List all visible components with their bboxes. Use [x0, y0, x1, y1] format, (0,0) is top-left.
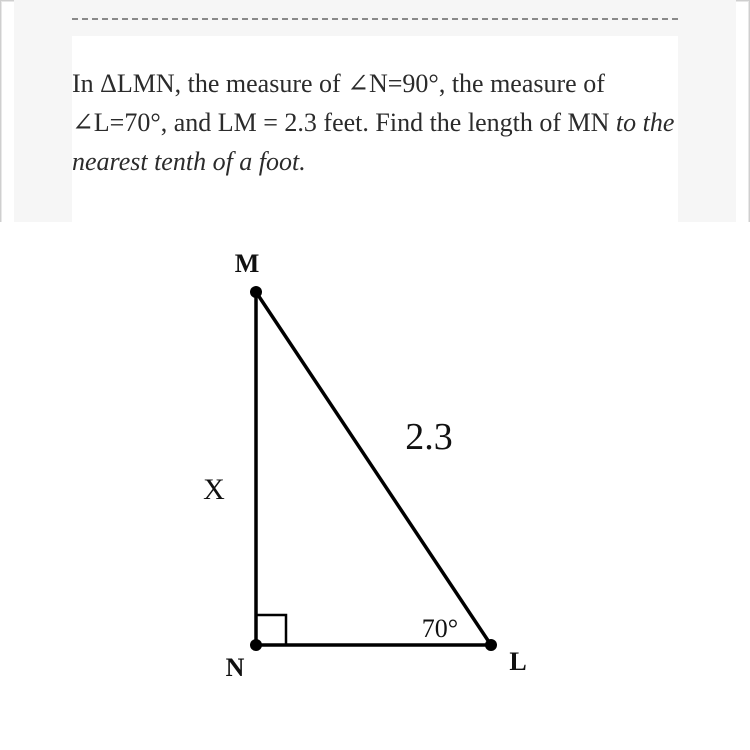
angle-l-label: 70°	[421, 614, 459, 643]
vertex-m-label: M	[234, 249, 260, 278]
question-text-main: In ΔLMN, the measure of ∠N=90°, the measure of ∠L=70°, and LM = 2.3 feet. Find the length of MN	[72, 69, 616, 137]
vertex-l-dot	[485, 639, 497, 651]
side-mn-label: X	[203, 473, 225, 506]
question-text-italic: to the nearest tenth of a foot.	[72, 108, 675, 176]
vertex-l-label: L	[509, 647, 527, 676]
vertex-n-label: N	[225, 653, 245, 682]
vertex-n-dot	[250, 639, 262, 651]
side-lm	[256, 292, 491, 645]
vertex-m-dot	[250, 286, 262, 298]
right-angle-marker	[256, 615, 286, 645]
side-lm-label: 2.3	[405, 416, 453, 458]
